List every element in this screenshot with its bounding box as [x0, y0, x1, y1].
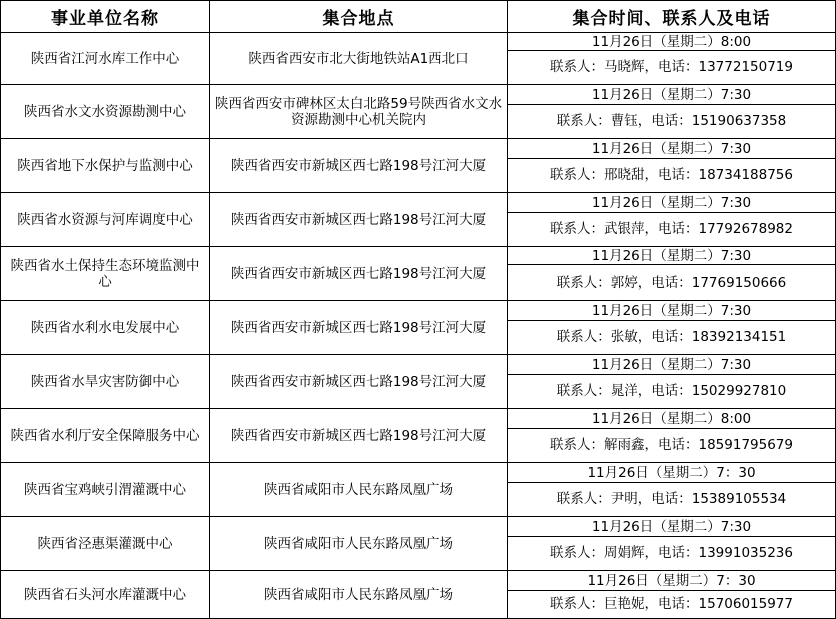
contact-cell: 联系人：晁洋，电话：15029927810 [508, 375, 836, 409]
header-unit: 事业单位名称 [1, 1, 210, 33]
unit-cell: 陕西省水利厅安全保障服务中心 [1, 409, 210, 463]
unit-cell: 陕西省水旱灾害防御中心 [1, 355, 210, 409]
contact-cell: 联系人：解雨鑫，电话：18591795679 [508, 429, 836, 463]
contact-cell: 联系人：张敏，电话：18392134151 [508, 321, 836, 355]
time-cell: 11月26日（星期二）7:30 [508, 85, 836, 105]
table-row [1, 355, 836, 375]
time-cell: 11月26日（星期二）7:30 [508, 517, 836, 537]
location-cell: 陕西省西安市新城区西七路198号江河大厦 [210, 247, 508, 301]
table-row [1, 301, 836, 321]
contact-cell: 联系人：马晓辉，电话：13772150719 [508, 51, 836, 85]
table-row [1, 139, 836, 159]
header-time-contact: 集合时间、联系人及电话 [508, 1, 836, 33]
contact-cell: 联系人：巨艳妮，电话：15706015977 [508, 591, 836, 619]
table-row [1, 247, 836, 265]
location-cell: 陕西省西安市新城区西七路198号江河大厦 [210, 301, 508, 355]
unit-cell: 陕西省宝鸡峡引渭灌溉中心 [1, 463, 210, 517]
table-row [1, 517, 836, 537]
unit-cell: 陕西省水资源与河库调度中心 [1, 193, 210, 247]
location-cell: 陕西省西安市北大街地铁站A1西北口 [210, 33, 508, 85]
location-cell: 陕西省咸阳市人民东路凤凰广场 [210, 517, 508, 571]
unit-cell: 陕西省水土保持生态环境监测中心 [1, 247, 210, 301]
time-cell: 11月26日（星期二）8:00 [508, 409, 836, 429]
header-row [1, 1, 836, 33]
location-cell: 陕西省西安市新城区西七路198号江河大厦 [210, 193, 508, 247]
unit-cell: 陕西省水文水资源勘测中心 [1, 85, 210, 139]
time-cell: 11月26日（星期二）8:00 [508, 33, 836, 51]
unit-cell: 陕西省泾惠渠灌溉中心 [1, 517, 210, 571]
time-cell: 11月26日（星期二）7：30 [508, 571, 836, 591]
table-row [1, 193, 836, 213]
unit-cell: 陕西省水利水电发展中心 [1, 301, 210, 355]
table-row [1, 33, 836, 51]
contact-cell: 联系人：郭婷，电话：17769150666 [508, 265, 836, 301]
location-cell: 陕西省咸阳市人民东路凤凰广场 [210, 463, 508, 517]
time-cell: 11月26日（星期二）7:30 [508, 301, 836, 321]
unit-cell: 陕西省地下水保护与监测中心 [1, 139, 210, 193]
contact-cell: 联系人：邢晓甜，电话：18734188756 [508, 159, 836, 193]
table-row [1, 85, 836, 105]
contact-cell: 联系人：尹明，电话：15389105534 [508, 483, 836, 517]
table-row [1, 409, 836, 429]
header-location: 集合地点 [210, 1, 508, 33]
contact-cell: 联系人：曹钰，电话：15190637358 [508, 105, 836, 139]
table-row [1, 571, 836, 591]
time-cell: 11月26日（星期二）7:30 [508, 355, 836, 375]
location-cell: 陕西省西安市新城区西七路198号江河大厦 [210, 139, 508, 193]
unit-cell: 陕西省江河水库工作中心 [1, 33, 210, 85]
contact-cell: 联系人：武银萍，电话：17792678982 [508, 213, 836, 247]
time-cell: 11月26日（星期二）7:30 [508, 193, 836, 213]
time-cell: 11月26日（星期二）7:30 [508, 139, 836, 159]
location-cell: 陕西省西安市新城区西七路198号江河大厦 [210, 409, 508, 463]
time-cell: 11月26日（星期二）7:30 [508, 247, 836, 265]
time-cell: 11月26日（星期二）7：30 [508, 463, 836, 483]
location-cell: 陕西省西安市碑林区太白北路59号陕西省水文水资源勘测中心机关院内 [210, 85, 508, 139]
location-cell: 陕西省咸阳市人民东路凤凰广场 [210, 571, 508, 619]
unit-cell: 陕西省石头河水库灌溉中心 [1, 571, 210, 619]
contact-cell: 联系人：周娟辉，电话：13991035236 [508, 537, 836, 571]
location-cell: 陕西省西安市新城区西七路198号江河大厦 [210, 355, 508, 409]
table-row [1, 463, 836, 483]
